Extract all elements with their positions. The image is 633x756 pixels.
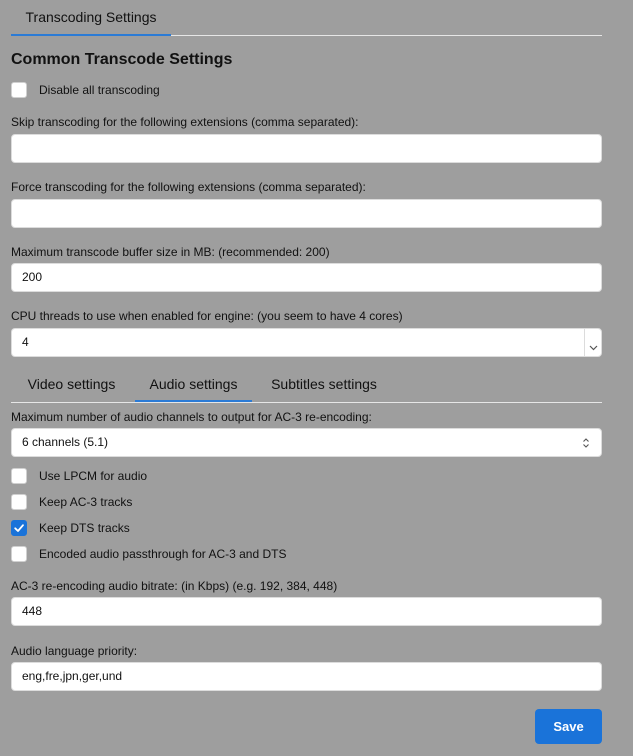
section-title: Common Transcode Settings bbox=[11, 51, 233, 68]
audio-channels-label: Maximum number of audio channels to output for AC-3 re-encoding: bbox=[11, 410, 372, 424]
audio-passthrough-row[interactable] bbox=[11, 545, 287, 563]
audio-language-input[interactable]: eng,fre,jpn,ger,und bbox=[11, 662, 602, 691]
audio-channels-select[interactable] bbox=[11, 428, 602, 457]
keep-ac3-label: Keep AC-3 tracks bbox=[39, 495, 133, 509]
buffer-size-label: Maximum transcode buffer size in MB: (recommended: 200) bbox=[11, 245, 330, 259]
use-lpcm-checkbox[interactable] bbox=[11, 468, 27, 484]
keep-dts-checkbox[interactable] bbox=[11, 520, 27, 536]
force-extensions-label: Force transcoding for the following extensions (comma separated): bbox=[11, 180, 366, 194]
audio-passthrough-checkbox[interactable] bbox=[11, 546, 27, 562]
use-lpcm-row[interactable] bbox=[11, 467, 147, 485]
use-lpcm-label: Use LPCM for audio bbox=[39, 469, 148, 483]
tab-video-settings[interactable]: Video settings bbox=[27, 376, 116, 392]
audio-passthrough-label: Encoded audio passthrough for AC-3 and DTS bbox=[39, 547, 287, 561]
cpu-threads-stepper[interactable] bbox=[11, 328, 602, 357]
top-tab-bar bbox=[11, 0, 602, 36]
force-extensions-input[interactable] bbox=[11, 199, 602, 228]
skip-extensions-input[interactable] bbox=[11, 134, 602, 163]
tab-audio-settings[interactable]: Audio settings bbox=[135, 369, 252, 402]
ac3-bitrate-label: AC-3 re-encoding audio bitrate: (in Kbps) (e.g. 192, 384, 448) bbox=[11, 579, 338, 593]
keep-ac3-row[interactable] bbox=[11, 493, 132, 511]
cpu-threads-value[interactable]: 4 bbox=[11, 328, 584, 357]
audio-language-label: Audio language priority: bbox=[11, 644, 138, 658]
select-arrows-icon bbox=[582, 437, 590, 449]
audio-channels-selected: 6 channels (5.1) bbox=[22, 435, 109, 449]
keep-ac3-checkbox[interactable] bbox=[11, 494, 27, 510]
checkmark-icon bbox=[13, 522, 25, 534]
buffer-size-input[interactable]: 200 bbox=[11, 263, 602, 292]
disable-transcoding-checkbox[interactable] bbox=[11, 82, 27, 98]
chevron-down-icon bbox=[589, 345, 598, 351]
keep-dts-row[interactable] bbox=[11, 519, 130, 537]
tab-subtitles-settings[interactable]: Subtitles settings bbox=[271, 376, 377, 392]
cpu-threads-label: CPU threads to use when enabled for engine: (you seem to have 4 cores) bbox=[11, 309, 403, 323]
disable-transcoding-row[interactable] bbox=[11, 81, 160, 99]
save-button[interactable]: Save bbox=[535, 709, 602, 744]
ac3-bitrate-input[interactable]: 448 bbox=[11, 597, 602, 626]
keep-dts-label: Keep DTS tracks bbox=[39, 521, 130, 535]
skip-extensions-label: Skip transcoding for the following extensions (comma separated): bbox=[11, 115, 359, 129]
cpu-threads-spin-button[interactable] bbox=[584, 328, 602, 357]
disable-transcoding-label: Disable all transcoding bbox=[39, 83, 160, 97]
tab-transcoding-settings[interactable]: Transcoding Settings bbox=[11, 0, 171, 36]
engine-sub-tabs bbox=[11, 369, 602, 403]
